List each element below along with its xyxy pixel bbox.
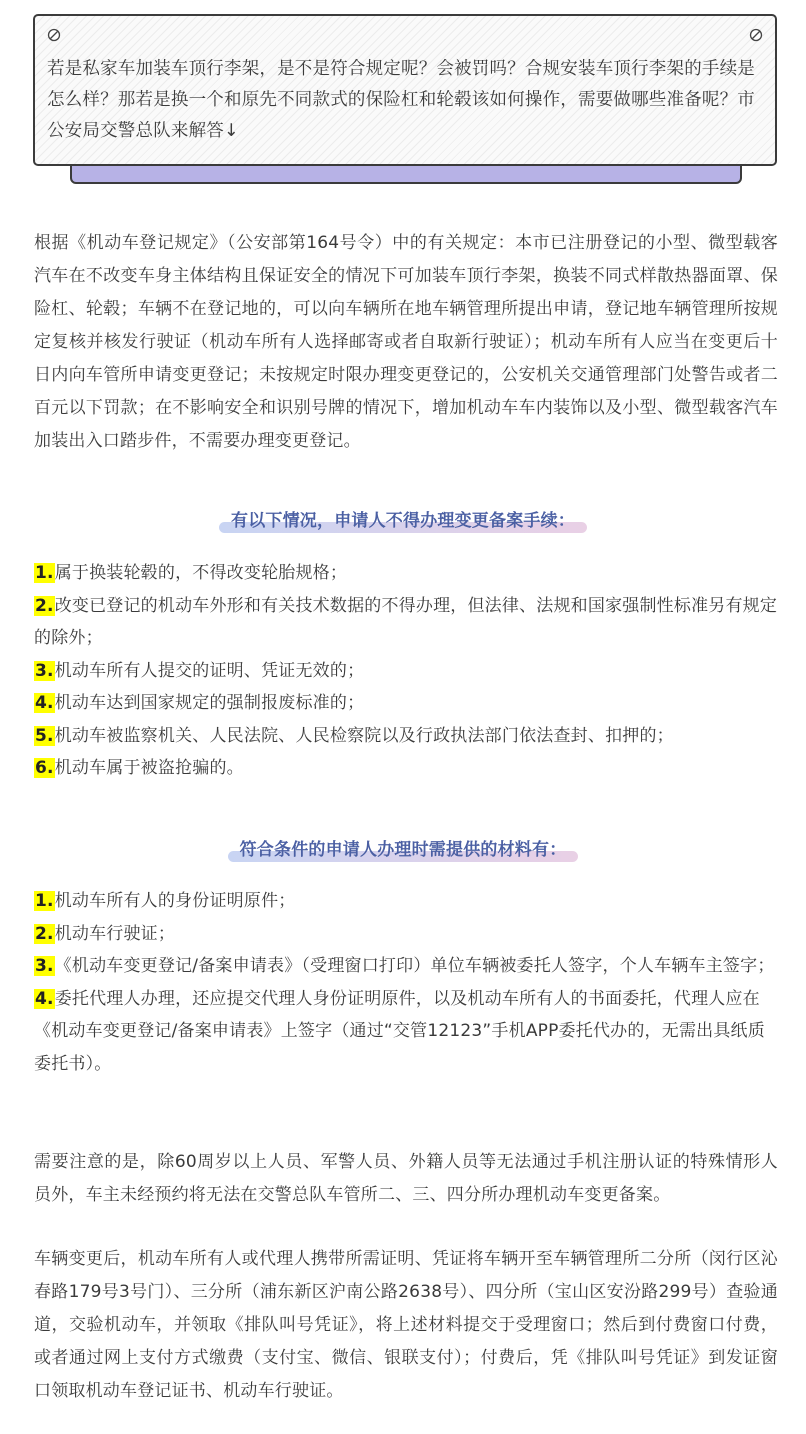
list-item: [34, 950, 778, 983]
item-number: 4.: [35, 693, 54, 713]
item-text: 机动车被监察机关、人民法院、人民检察院以及行政执法部门依法查封、扣押的；: [54, 725, 674, 746]
item-text: 机动车行驶证；: [54, 923, 176, 944]
item-text: 改变已登记的机动车外形和有关技术数据的不得办理，但法律、法规和国家强制性标准另有规定的除外；: [34, 595, 778, 648]
item-number: 1.: [35, 563, 54, 583]
item-number: 5.: [35, 725, 54, 746]
list-item: [34, 720, 778, 753]
intro-card-body: [33, 14, 777, 166]
item-text: 机动车达到国家规定的强制报废标准的；: [54, 693, 365, 713]
item-number: 1.: [35, 891, 54, 911]
intro-card-shadow: [70, 164, 742, 184]
intro-text: 若是私家车加装车顶行李架，是不是符合规定呢？会被罚吗？合规安装车顶行李架的手续是怎么样？那若是换一个和原先不同款式的保险杠和轮毂该如何操作，需要做哪些准备呢？市公安局交警总队来解答↓: [47, 59, 755, 141]
notice-paragraph: 需要注意的是，除60周岁以上人员、军警人员、外籍人员等无法通过手机注册认证的特殊情形人员外，车主未经预约将无法在交警总队车管所二、三、四分所办理机动车变更备案。: [34, 1152, 778, 1205]
list-item: [34, 918, 778, 951]
item-text: 属于换装轮毂的，不得改变轮胎规格；: [54, 563, 348, 583]
materials-list: [34, 885, 778, 1080]
item-number: 3.: [35, 660, 54, 681]
item-text: 《机动车变更登记/备案申请表》（受理窗口打印）单位车辆被委托人签字，个人车辆车主签字；: [54, 956, 775, 976]
section-heading-restrictions: [0, 506, 806, 531]
heading-text: 符合条件的申请人办理时需提供的材料有：: [239, 840, 567, 860]
pin-icon: [47, 28, 61, 42]
list-item: [34, 557, 778, 590]
list-item: [34, 983, 778, 1081]
item-number: 3.: [35, 956, 54, 976]
item-text: 机动车所有人提交的证明、凭证无效的；: [54, 660, 365, 681]
heading-text: 有以下情况，申请人不得办理变更备案手续：: [231, 511, 575, 531]
list-item: [34, 590, 778, 655]
restriction-list: [34, 557, 778, 785]
item-text: 机动车属于被盗抢骗的。: [54, 758, 244, 778]
item-number: 2.: [35, 595, 54, 616]
procedure-paragraph: 车辆变更后，机动车所有人或代理人携带所需证明、凭证将车辆开至车辆管理所二分所（闵行区沁春路179号3号门）、三分所（浦东新区沪南公路2638号）、四分所（宝山区安汾路299号）查验通道，交验机动车，并领取《排队叫号凭证》，将上述材料提交于受理窗口；然后到付费窗口付费，或者通过网上支付方式缴费（支付宝、微信、银联支付）；付费后，凭《排队叫号凭证》到发证窗口领取机动车登记证书、机动车行驶证。: [34, 1249, 778, 1401]
pin-icon: [749, 28, 763, 42]
item-number: 4.: [35, 988, 54, 1009]
list-item: [34, 885, 778, 918]
intro-card: [33, 14, 777, 184]
section-heading-materials: [0, 835, 806, 860]
list-item: [34, 752, 778, 785]
regulation-paragraph: 根据《机动车登记规定》（公安部第164号令）中的有关规定：本市已注册登记的小型、微型载客汽车在不改变车身主体结构且保证安全的情况下可加装车顶行李架，换装不同式样散热器面罩、保险杠、轮毂；车辆不在登记地的，可以向车辆所在地车辆管理所提出申请，登记地车辆管理所按规定复核并核发行驶证（机动车所有人选择邮寄或者自取新行驶证）；机动车所有人应当在变更后十日内向车管所申请变更登记；未按规定时限办理变更登记的，公安机关交通管理部门处警告或者二百元以下罚款；在不影响安全和识别号牌的情况下，增加机动车车内装饰以及小型、微型载客汽车加装出入口踏步件，不需要办理变更登记。: [34, 233, 778, 451]
item-text: 委托代理人办理，还应提交代理人身份证明原件，以及机动车所有人的书面委托，代理人应在《机动车变更登记/备案申请表》上签字（通过“交管12123”手机APP委托代办的，无需出具纸质委托书）。: [34, 988, 765, 1074]
item-number: 6.: [35, 758, 54, 778]
list-item: [34, 687, 778, 720]
item-number: 2.: [35, 923, 54, 944]
list-item: [34, 655, 778, 688]
item-text: 机动车所有人的身份证明原件；: [54, 891, 296, 911]
